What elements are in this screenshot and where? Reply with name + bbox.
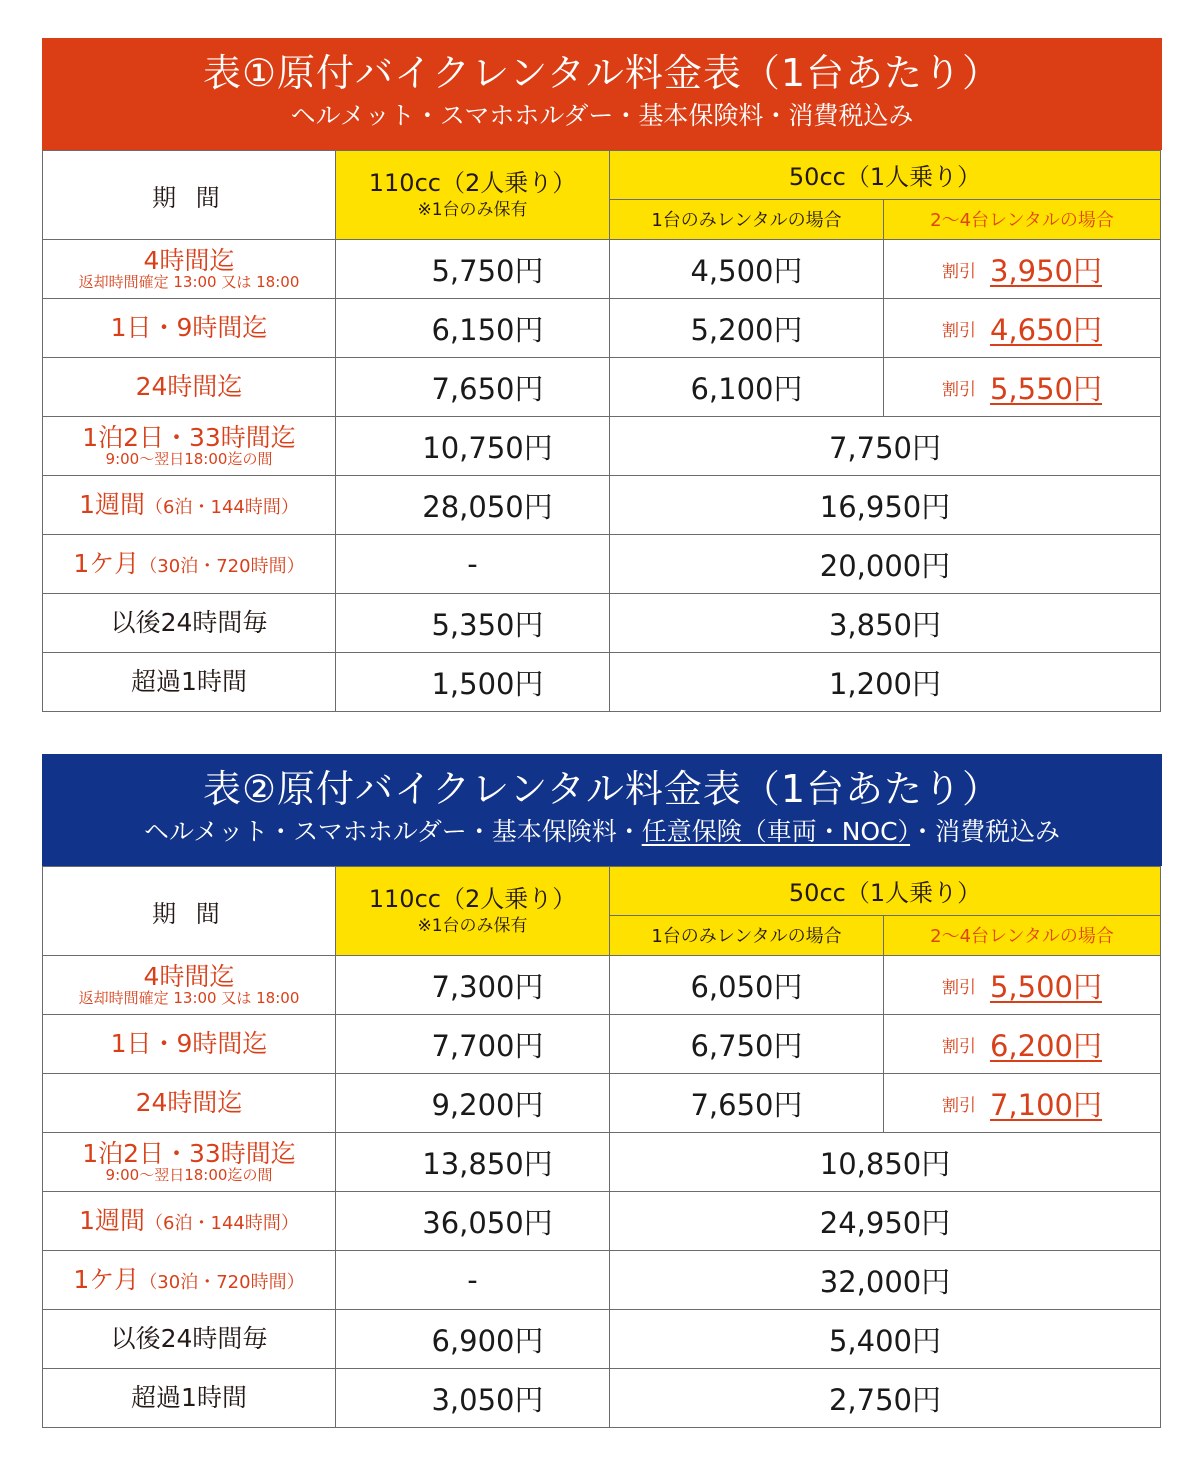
subtitle-part: ・消費税込み [910,817,1061,846]
discount-tag: 割引 [941,379,976,400]
price-50cc: 32,000円 [610,1251,1161,1310]
table-1-subtitle: ヘルメット・スマホホルダー・基本保険料・消費税込み [290,101,914,130]
header-110cc-label: 110cc（2人乗り） [368,169,577,197]
price-110cc: 9,200円 [336,1074,610,1133]
price-110cc: 3,050円 [336,1369,610,1428]
table-2-subtitle [42,814,1162,850]
period-cell [43,1133,336,1192]
price-50cc: 2,750円 [610,1369,1161,1428]
table-row [43,299,1161,358]
period-note: 返却時間確定 13:00 又は 18:00 [78,989,300,1008]
period-label: 1泊2日・33時間迄 [82,1138,296,1168]
price-110cc: 10,750円 [336,417,610,476]
header-110cc-note: ※1台のみ保有 [417,916,528,936]
table-row [43,1192,1161,1251]
header-50cc: 50cc（1人乗り） [610,867,1161,916]
table-row [43,535,1161,594]
header-period: 期 間 [43,867,336,956]
price-50cc: 24,950円 [610,1192,1161,1251]
price-110cc: 36,050円 [336,1192,610,1251]
table-row [43,653,1161,712]
price-50cc-single: 6,750円 [610,1015,884,1074]
header-period: 期 間 [43,151,336,240]
table-row [43,1133,1161,1192]
period-label: 以後24時間毎 [110,1323,268,1353]
period-label: 超過1時間 [131,1382,247,1412]
table-1-grid [42,150,1161,712]
price-50cc-single: 5,200円 [610,299,884,358]
table-2-grid [42,866,1161,1428]
table-row [43,1369,1161,1428]
table-2-banner [42,754,1162,866]
period-label: 1日・9時間迄 [110,312,268,342]
price-110cc: 7,300円 [336,956,610,1015]
price-110cc: - [336,535,610,594]
subtitle-optional-insurance: 任意保険（車両・NOC） [641,817,911,846]
period-cell [43,535,336,594]
table-row [43,417,1161,476]
period-label: 以後24時間毎 [110,607,268,637]
period-cell [43,1251,336,1310]
discount-tag: 割引 [941,320,976,341]
period-cell [43,1310,336,1369]
period-label: 1日・9時間迄 [110,1028,268,1058]
period-paren: （30泊・720時間） [139,555,305,577]
table-1-title: 表①原付バイクレンタル料金表（1台あたり） [202,51,1001,95]
header-50cc-multi: 2〜4台レンタルの場合 [884,915,1161,955]
discount-price: 3,950円 [989,253,1103,288]
table-row [43,1074,1161,1133]
price-50cc-multi [884,1015,1161,1074]
header-110cc-note: ※1台のみ保有 [417,200,528,220]
price-50cc-multi [884,240,1161,299]
period-cell [43,956,336,1015]
price-110cc: - [336,1251,610,1310]
discount-price: 7,100円 [989,1087,1103,1122]
price-50cc: 20,000円 [610,535,1161,594]
discount-tag: 割引 [941,1036,976,1057]
discount-tag: 割引 [941,261,976,282]
table-2-title: 表②原付バイクレンタル料金表（1台あたり） [202,767,1001,811]
header-50cc-multi: 2〜4台レンタルの場合 [884,199,1161,239]
rate-table-1 [42,38,1162,712]
table-row [43,1251,1161,1310]
rate-table-2 [42,754,1162,1428]
period-label: 超過1時間 [131,666,247,696]
header-110cc-label: 110cc（2人乗り） [368,885,577,913]
discount-price: 5,500円 [989,969,1103,1004]
price-50cc: 10,850円 [610,1133,1161,1192]
header-50cc-single: 1台のみレンタルの場合 [610,199,884,239]
period-note: 9:00〜翌日18:00迄の間 [105,450,273,469]
period-label: 4時間迄 [143,245,235,275]
period-cell [43,417,336,476]
discount-tag: 割引 [941,1095,976,1116]
price-50cc: 3,850円 [610,594,1161,653]
period-label: 1週間 [79,489,146,519]
period-cell [43,240,336,299]
price-110cc: 7,700円 [336,1015,610,1074]
price-50cc-multi [884,1074,1161,1133]
table-row [43,240,1161,299]
period-label: 1ケ月 [73,548,140,578]
period-paren: （6泊・144時間） [145,496,299,518]
table-row [43,358,1161,417]
price-110cc: 5,350円 [336,594,610,653]
period-cell [43,1192,336,1251]
period-cell [43,594,336,653]
discount-price: 6,200円 [989,1028,1103,1063]
period-cell [43,299,336,358]
period-label: 1週間 [79,1205,146,1235]
period-cell [43,476,336,535]
table-1-banner [42,38,1162,150]
price-50cc: 1,200円 [610,653,1161,712]
price-50cc-single: 6,050円 [610,956,884,1015]
table-row [43,594,1161,653]
header-110cc [336,151,610,240]
period-paren: （30泊・720時間） [139,1271,305,1293]
header-50cc-single: 1台のみレンタルの場合 [610,915,884,955]
period-cell [43,1369,336,1428]
period-note: 返却時間確定 13:00 又は 18:00 [78,273,300,292]
subtitle-part: ヘルメット・スマホホルダー・基本保険料・ [143,817,642,846]
price-50cc: 7,750円 [610,417,1161,476]
period-cell [43,1074,336,1133]
header-50cc: 50cc（1人乗り） [610,151,1161,200]
table-row [43,1310,1161,1369]
discount-price: 4,650円 [989,312,1103,347]
price-110cc: 1,500円 [336,653,610,712]
price-50cc-multi [884,956,1161,1015]
period-cell [43,653,336,712]
period-note: 9:00〜翌日18:00迄の間 [105,1166,273,1185]
table-row [43,956,1161,1015]
period-label: 24時間迄 [135,371,243,401]
discount-price: 5,550円 [989,371,1103,406]
price-50cc-single: 4,500円 [610,240,884,299]
price-50cc-multi [884,358,1161,417]
table-row [43,1015,1161,1074]
period-label: 1泊2日・33時間迄 [82,422,296,452]
discount-tag: 割引 [941,977,976,998]
period-paren: （6泊・144時間） [145,1212,299,1234]
table-row [43,476,1161,535]
price-110cc: 6,900円 [336,1310,610,1369]
price-110cc: 5,750円 [336,240,610,299]
period-label: 1ケ月 [73,1264,140,1294]
header-110cc [336,867,610,956]
period-cell [43,1015,336,1074]
price-50cc-multi [884,299,1161,358]
period-cell [43,358,336,417]
period-label: 4時間迄 [143,961,235,991]
price-50cc-single: 7,650円 [610,1074,884,1133]
price-50cc: 16,950円 [610,476,1161,535]
price-50cc-single: 6,100円 [610,358,884,417]
price-110cc: 13,850円 [336,1133,610,1192]
period-label: 24時間迄 [135,1087,243,1117]
price-110cc: 6,150円 [336,299,610,358]
price-110cc: 7,650円 [336,358,610,417]
price-50cc: 5,400円 [610,1310,1161,1369]
price-110cc: 28,050円 [336,476,610,535]
